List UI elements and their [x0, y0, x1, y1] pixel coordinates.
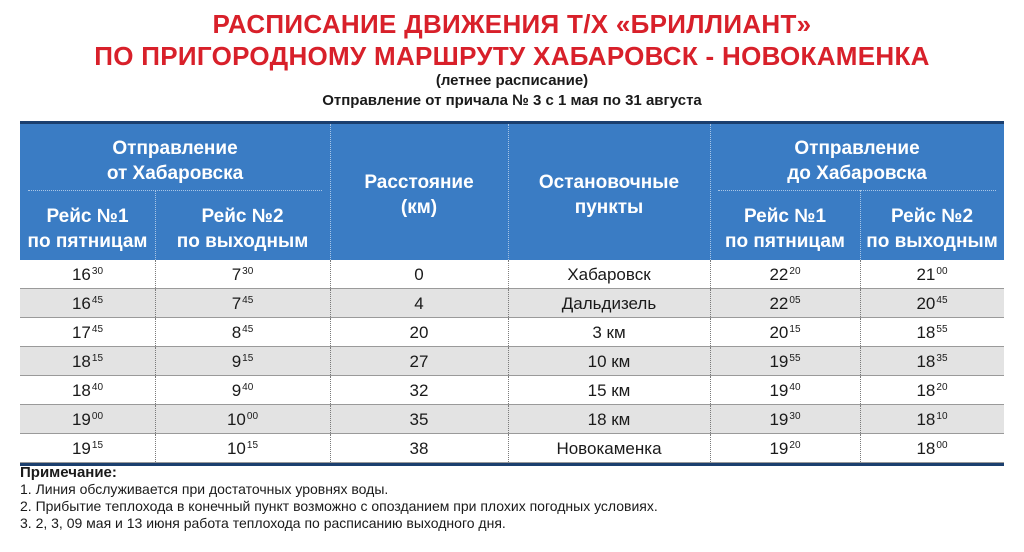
cell-to-trip2: [860, 289, 1004, 317]
cell-from-trip1: [20, 405, 155, 433]
column-divider: [155, 347, 156, 375]
header-divider: [155, 190, 156, 260]
time-minutes: 15: [91, 353, 104, 364]
header-divider: [28, 190, 322, 191]
time-hours: 9: [231, 352, 242, 371]
cell-distance: 38: [409, 439, 429, 458]
column-divider: [508, 289, 509, 317]
time-hours: 17: [71, 323, 91, 342]
column-divider: [710, 318, 711, 346]
column-divider: [508, 347, 509, 375]
cell-to-trip2: [860, 347, 1004, 375]
time-hours: 18: [916, 352, 936, 371]
cell-to-trip1: [710, 260, 860, 288]
time-minutes: 45: [91, 295, 104, 306]
header-divider: [718, 190, 996, 191]
column-divider: [860, 318, 861, 346]
table-body: [20, 260, 1004, 463]
cell-from-trip2: [155, 260, 330, 288]
time-hours: 22: [769, 265, 789, 284]
column-divider: [330, 376, 331, 404]
cell-distance: 35: [409, 410, 429, 429]
time-minutes: 45: [242, 295, 254, 306]
header-to-trip1: Рейс №1 по пятницам: [725, 206, 845, 252]
column-divider: [330, 405, 331, 433]
cell-to-trip1: [710, 318, 860, 346]
time-minutes: 40: [242, 382, 254, 393]
cell-stop: Дальдизель: [561, 294, 657, 313]
time-minutes: 15: [789, 324, 801, 335]
table-row: [20, 347, 1004, 376]
cell-distance: 32: [409, 381, 429, 400]
time-minutes: 15: [242, 353, 254, 364]
cell-to-trip1: [710, 405, 860, 433]
time-hours: 22: [769, 294, 789, 313]
column-divider: [710, 376, 711, 404]
time-hours: 19: [769, 410, 789, 429]
column-divider: [710, 289, 711, 317]
time-hours: 9: [231, 381, 242, 400]
time-hours: 21: [916, 265, 936, 284]
header-to-trip2: Рейс №2 по выходным: [866, 206, 998, 252]
column-divider: [155, 376, 156, 404]
time-hours: 16: [71, 294, 91, 313]
column-divider: [155, 405, 156, 433]
column-divider: [330, 289, 331, 317]
cell-to-trip2: [860, 434, 1004, 462]
header-divider: [330, 124, 331, 260]
time-hours: 18: [916, 381, 936, 400]
column-divider: [508, 405, 509, 433]
column-divider: [860, 405, 861, 433]
cell-from-trip1: [20, 260, 155, 288]
time-minutes: 55: [789, 353, 801, 364]
table-row: [20, 405, 1004, 434]
time-hours: 19: [769, 381, 789, 400]
schedule-title-line1: РАСПИСАНИЕ ДВИЖЕНИЯ Т/Х «БРИЛЛИАНТ»: [212, 9, 812, 39]
cell-distance: 4: [414, 294, 424, 313]
schedule-title-line2: ПО ПРИГОРОДНОМУ МАРШРУТУ ХАБАРОВСК - НОВОКАМЕНКА: [94, 41, 930, 71]
time-hours: 18: [71, 352, 91, 371]
cell-to-trip2: [860, 260, 1004, 288]
time-minutes: 15: [246, 440, 259, 451]
cell-to-trip2: [860, 376, 1004, 404]
cell-stop: 15 км: [587, 381, 631, 400]
cell-stop: 10 км: [587, 352, 631, 371]
cell-from-trip2: [155, 376, 330, 404]
column-divider: [860, 260, 861, 288]
season-subtitle: (летнее расписание): [435, 72, 589, 89]
column-divider: [860, 289, 861, 317]
time-minutes: 45: [242, 324, 254, 335]
cell-from-trip1: [20, 289, 155, 317]
cell-to-trip2: [860, 318, 1004, 346]
column-divider: [155, 260, 156, 288]
column-divider: [860, 347, 861, 375]
cell-stop: Новокаменка: [556, 439, 662, 458]
column-divider: [155, 318, 156, 346]
time-hours: 18: [916, 439, 936, 458]
cell-to-trip2: [860, 405, 1004, 433]
cell-to-trip1: [710, 434, 860, 462]
time-minutes: 20: [789, 440, 801, 451]
time-hours: 7: [231, 294, 242, 313]
time-minutes: 30: [242, 266, 254, 277]
time-minutes: 00: [936, 440, 948, 451]
time-hours: 19: [71, 439, 91, 458]
cell-distance: 27: [409, 352, 429, 371]
time-minutes: 05: [789, 295, 801, 306]
time-minutes: 00: [246, 411, 259, 422]
time-minutes: 10: [936, 411, 948, 422]
time-hours: 16: [71, 265, 91, 284]
time-minutes: 20: [789, 266, 801, 277]
cell-from-trip2: [155, 347, 330, 375]
time-hours: 7: [231, 265, 242, 284]
time-hours: 10: [226, 439, 246, 458]
time-minutes: 45: [936, 295, 948, 306]
time-hours: 8: [231, 323, 242, 342]
header-from-khabarovsk: Отправление от Хабаровска: [106, 138, 244, 184]
table-row: [20, 318, 1004, 347]
cell-to-trip1: [710, 289, 860, 317]
cell-stop: Хабаровск: [567, 265, 651, 284]
time-minutes: 20: [936, 382, 948, 393]
cell-distance: 0: [414, 265, 424, 284]
table-row: [20, 260, 1004, 289]
note-item: 1. Линия обслуживается при достаточных уровнях воды.: [20, 481, 389, 497]
column-divider: [330, 260, 331, 288]
header-distance: Расстояние (км): [364, 172, 474, 218]
column-divider: [508, 376, 509, 404]
header-from-trip1: Рейс №1 по пятницам: [27, 206, 148, 252]
column-divider: [860, 434, 861, 462]
cell-from-trip2: [155, 405, 330, 433]
cell-from-trip1: [20, 347, 155, 375]
column-divider: [330, 347, 331, 375]
time-minutes: 00: [91, 411, 104, 422]
column-divider: [508, 260, 509, 288]
header-stops: Остановочные пункты: [538, 172, 680, 218]
time-hours: 10: [226, 410, 246, 429]
note-item: 3. 2, 3, 09 мая и 13 июня работа теплохода по расписанию выходного дня.: [20, 515, 506, 531]
time-minutes: 40: [789, 382, 801, 393]
time-hours: 19: [769, 439, 789, 458]
departure-pier-subtitle: Отправление от причала № 3 с 1 мая по 31 августа: [322, 92, 702, 109]
time-minutes: 15: [91, 440, 104, 451]
column-divider: [710, 347, 711, 375]
schedule-table: [20, 121, 1004, 466]
column-divider: [860, 376, 861, 404]
time-minutes: 35: [936, 353, 948, 364]
time-hours: 20: [916, 294, 936, 313]
column-divider: [330, 434, 331, 462]
cell-from-trip1: [20, 376, 155, 404]
cell-stop: 18 км: [587, 410, 631, 429]
time-hours: 18: [916, 410, 936, 429]
time-hours: 18: [71, 381, 91, 400]
table-row: [20, 289, 1004, 318]
time-hours: 19: [71, 410, 91, 429]
cell-to-trip1: [710, 347, 860, 375]
cell-stop: 3 км: [592, 323, 626, 342]
notes-title: Примечание:: [20, 464, 117, 481]
time-hours: 20: [769, 323, 789, 342]
time-hours: 19: [769, 352, 789, 371]
header-divider: [508, 124, 509, 260]
column-divider: [155, 289, 156, 317]
column-divider: [508, 318, 509, 346]
time-minutes: 45: [91, 324, 104, 335]
time-minutes: 00: [936, 266, 948, 277]
cell-from-trip2: [155, 318, 330, 346]
time-minutes: 30: [91, 266, 104, 277]
table-row: [20, 376, 1004, 405]
time-minutes: 55: [936, 324, 948, 335]
time-hours: 18: [916, 323, 936, 342]
cell-from-trip2: [155, 434, 330, 462]
column-divider: [710, 260, 711, 288]
time-minutes: 40: [91, 382, 104, 393]
table-row: [20, 434, 1004, 463]
header-divider: [860, 190, 861, 260]
cell-distance: 20: [409, 323, 429, 342]
cell-to-trip1: [710, 376, 860, 404]
column-divider: [710, 434, 711, 462]
time-minutes: 30: [789, 411, 801, 422]
header-from-trip2: Рейс №2 по выходным: [176, 206, 309, 252]
column-divider: [155, 434, 156, 462]
table-header: [20, 121, 1004, 260]
column-divider: [330, 318, 331, 346]
notes: [20, 464, 658, 532]
header-divider: [710, 124, 711, 260]
column-divider: [710, 405, 711, 433]
column-divider: [508, 434, 509, 462]
cell-from-trip1: [20, 434, 155, 462]
header-to-khabarovsk: Отправление до Хабаровска: [787, 138, 927, 184]
cell-from-trip2: [155, 289, 330, 317]
cell-from-trip1: [20, 318, 155, 346]
note-item: 2. Прибытие теплохода в конечный пункт возможно с опозданием при плохих погодных условиях.: [20, 498, 658, 514]
